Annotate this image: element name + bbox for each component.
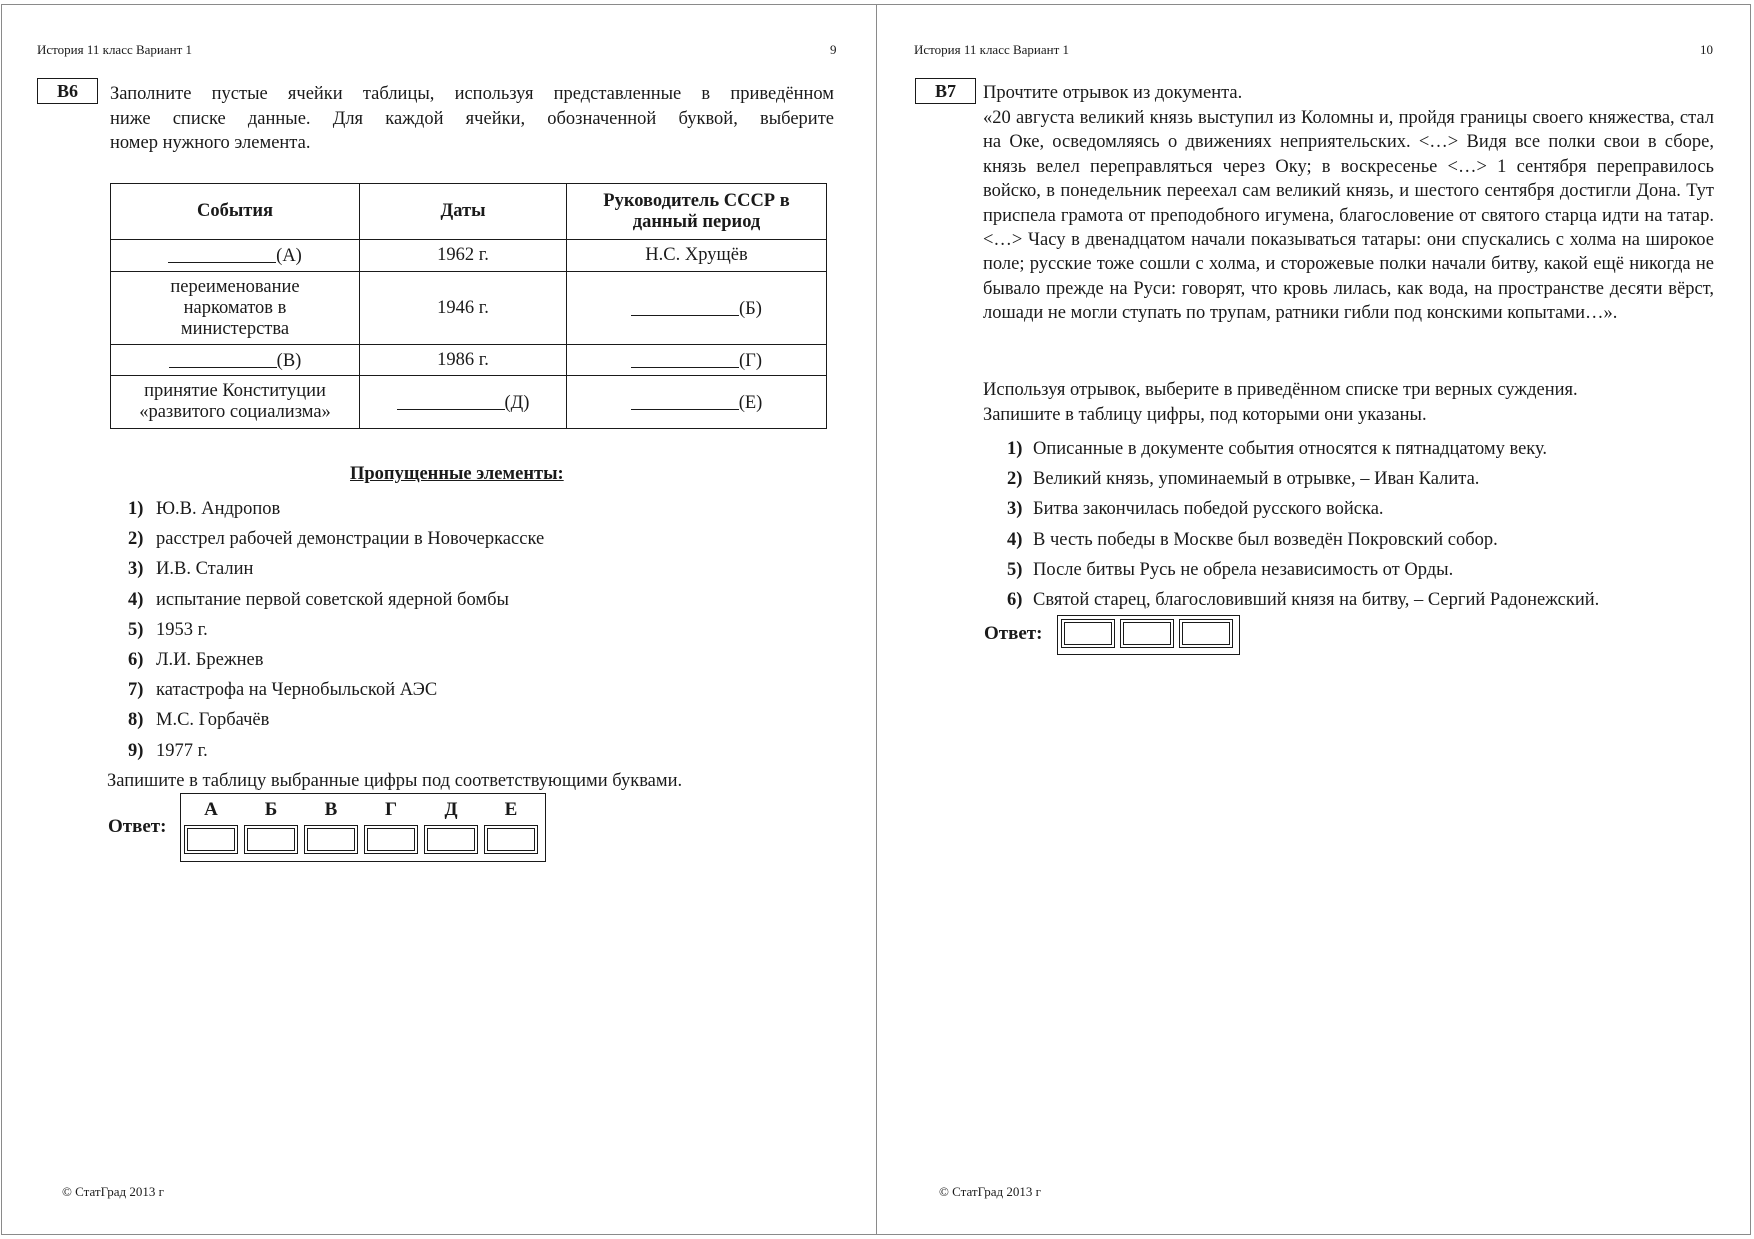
question-label-b6: В6 [37,78,98,104]
b7-intro: Прочтите отрывок из документа. [983,83,1243,103]
cell-date-d: (Д) [360,376,567,429]
list-item: 1) Описанные в документе события относятся к пятнадцатому веку. [1007,439,1548,459]
table-row [111,345,827,376]
answer-letter: Д [444,799,458,820]
question-label-b7: В7 [915,78,976,104]
b6-instruction-line2: ниже списке данные. Для каждой ячейки, обозначенной буквой, выберите [110,108,834,129]
b6-instruction-line3: номер нужного элемента. [110,133,311,153]
page-number: 9 [830,42,837,57]
b7-answer-grid [1057,615,1240,655]
b7-task-line2: Запишите в таблицу цифры, под которыми они указаны. [983,405,1427,425]
answer-cell-3[interactable] [1179,619,1233,648]
page-footer: © СтатГрад 2013 г [939,1184,1041,1199]
list-item: 5) 1953 г. [128,619,208,640]
answer-cell-e[interactable] [484,825,538,854]
answer-cell-a[interactable] [184,825,238,854]
answer-cells-row [181,825,545,854]
b7-document-passage: «20 августа великий князь выступил из Коломны и, пройдя границы своего княжества, стал на Оке, осведомляясь о движениях неприятельских. <…> Видя все полки свои в сборе, князь велел переправляться через Оку; в воскресенье <…> 1 сентября переправилось войско, в понедельник переехал сам великий князь, и шестого сентября достигли Дона. Тут приспела грамота от преподобного игумена, благословение от святого старца идти на татар. <…> Часу в двенадцатом начали показываться татары: они спускались с холма на широкое поле; русские тоже сошли с холма, и сторожевые полки начали битву, какой ещё никогда не бывало прежде на Руси: говорят, что кровь лилась, как вода, на пространстве десяти вёрст, лошади не могли ступать по трупам, ратники гибли под конскими копытами…». [983,108,1714,324]
page-header: История 11 класс Вариант 1 [37,42,193,57]
answer-cell-1[interactable] [1061,619,1115,648]
b6-instruction-line1: Заполните пустые ячейки таблицы, используя представленные в приведённом [110,84,834,104]
col-header-events: События [111,184,360,240]
cell-date: 1986 г. [360,345,567,376]
judgements-list [1007,434,1599,615]
answer-cell-b[interactable] [244,825,298,854]
list-item: 6) Л.И. Брежнев [128,649,264,670]
list-item: 4) испытание первой советской ядерной бомбы [128,589,509,610]
b6-answer-label: Ответ: [108,816,167,837]
page-left [0,4,876,1235]
cell-event: принятие Конституции «развитого социализма» [111,376,360,429]
table-row [111,376,827,429]
cell-leader: Н.С. Хрущёв [567,240,827,272]
table-row [111,272,827,345]
cell-leader-e: (Е) [567,376,827,429]
list-item: 3) И.В. Сталин [128,559,254,580]
page-right [877,4,1754,1235]
answer-letter: Е [504,799,518,820]
answer-letter: В [324,799,338,820]
table-row [111,240,827,272]
list-item: 2) Великий князь, упоминаемый в отрывке, – Иван Калита. [1007,469,1480,490]
cell-event-a: (А) [111,240,360,272]
cell-event-v: (В) [111,345,360,376]
b6-write-instruction: Запишите в таблицу выбранные цифры под соответствующими буквами. [107,771,683,791]
answer-cell-2[interactable] [1120,619,1174,648]
list-item: 8) М.С. Горбачёв [128,710,270,731]
col-header-leader: Руководитель СССР в данный период [567,184,827,240]
list-item: 6) Святой старец, благословивший князя на битву, – Сергий Радонежский. [1007,589,1600,610]
missing-elements-list [128,494,544,766]
events-table [110,183,827,429]
list-item: 7) катастрофа на Чернобыльской АЭС [128,680,438,701]
answer-cell-g[interactable] [364,825,418,854]
answer-letter: Б [264,799,278,820]
list-item: 4) В честь победы в Москве был возведён Покровский собор. [1007,529,1498,550]
list-item: 2) расстрел рабочей демонстрации в Новочеркасске [128,529,545,550]
answer-letter: А [204,799,218,820]
cell-event: переименование наркоматов в министерства [111,272,360,345]
list-item: 9) 1977 г. [128,740,208,761]
page-header: История 11 класс Вариант 1 [914,42,1070,57]
page-footer: © СтатГрад 2013 г [62,1184,164,1199]
col-header-dates: Даты [360,184,567,240]
answer-letters-row [181,794,545,825]
cell-date: 1946 г. [360,272,567,345]
cell-leader-g: (Г) [567,345,827,376]
b7-answer-label: Ответ: [984,623,1043,644]
b6-answer-grid [180,793,546,862]
answer-cell-v[interactable] [304,825,358,854]
answer-cell-d[interactable] [424,825,478,854]
missing-elements-title: Пропущенные элементы: [350,464,564,484]
list-item: 5) После битвы Русь не обрела независимость от Орды. [1007,559,1454,580]
list-item: 3) Битва закончилась победой русского войска. [1007,499,1384,520]
b7-task-line1: Используя отрывок, выберите в приведённом списке три верных суждения. [983,380,1578,400]
page-number: 10 [1700,42,1713,57]
b6-instruction [110,82,834,156]
cell-date: 1962 г. [360,240,567,272]
cell-leader-b: (Б) [567,272,827,345]
answer-letter: Г [384,799,398,820]
list-item: 1) Ю.В. Андропов [128,499,281,519]
